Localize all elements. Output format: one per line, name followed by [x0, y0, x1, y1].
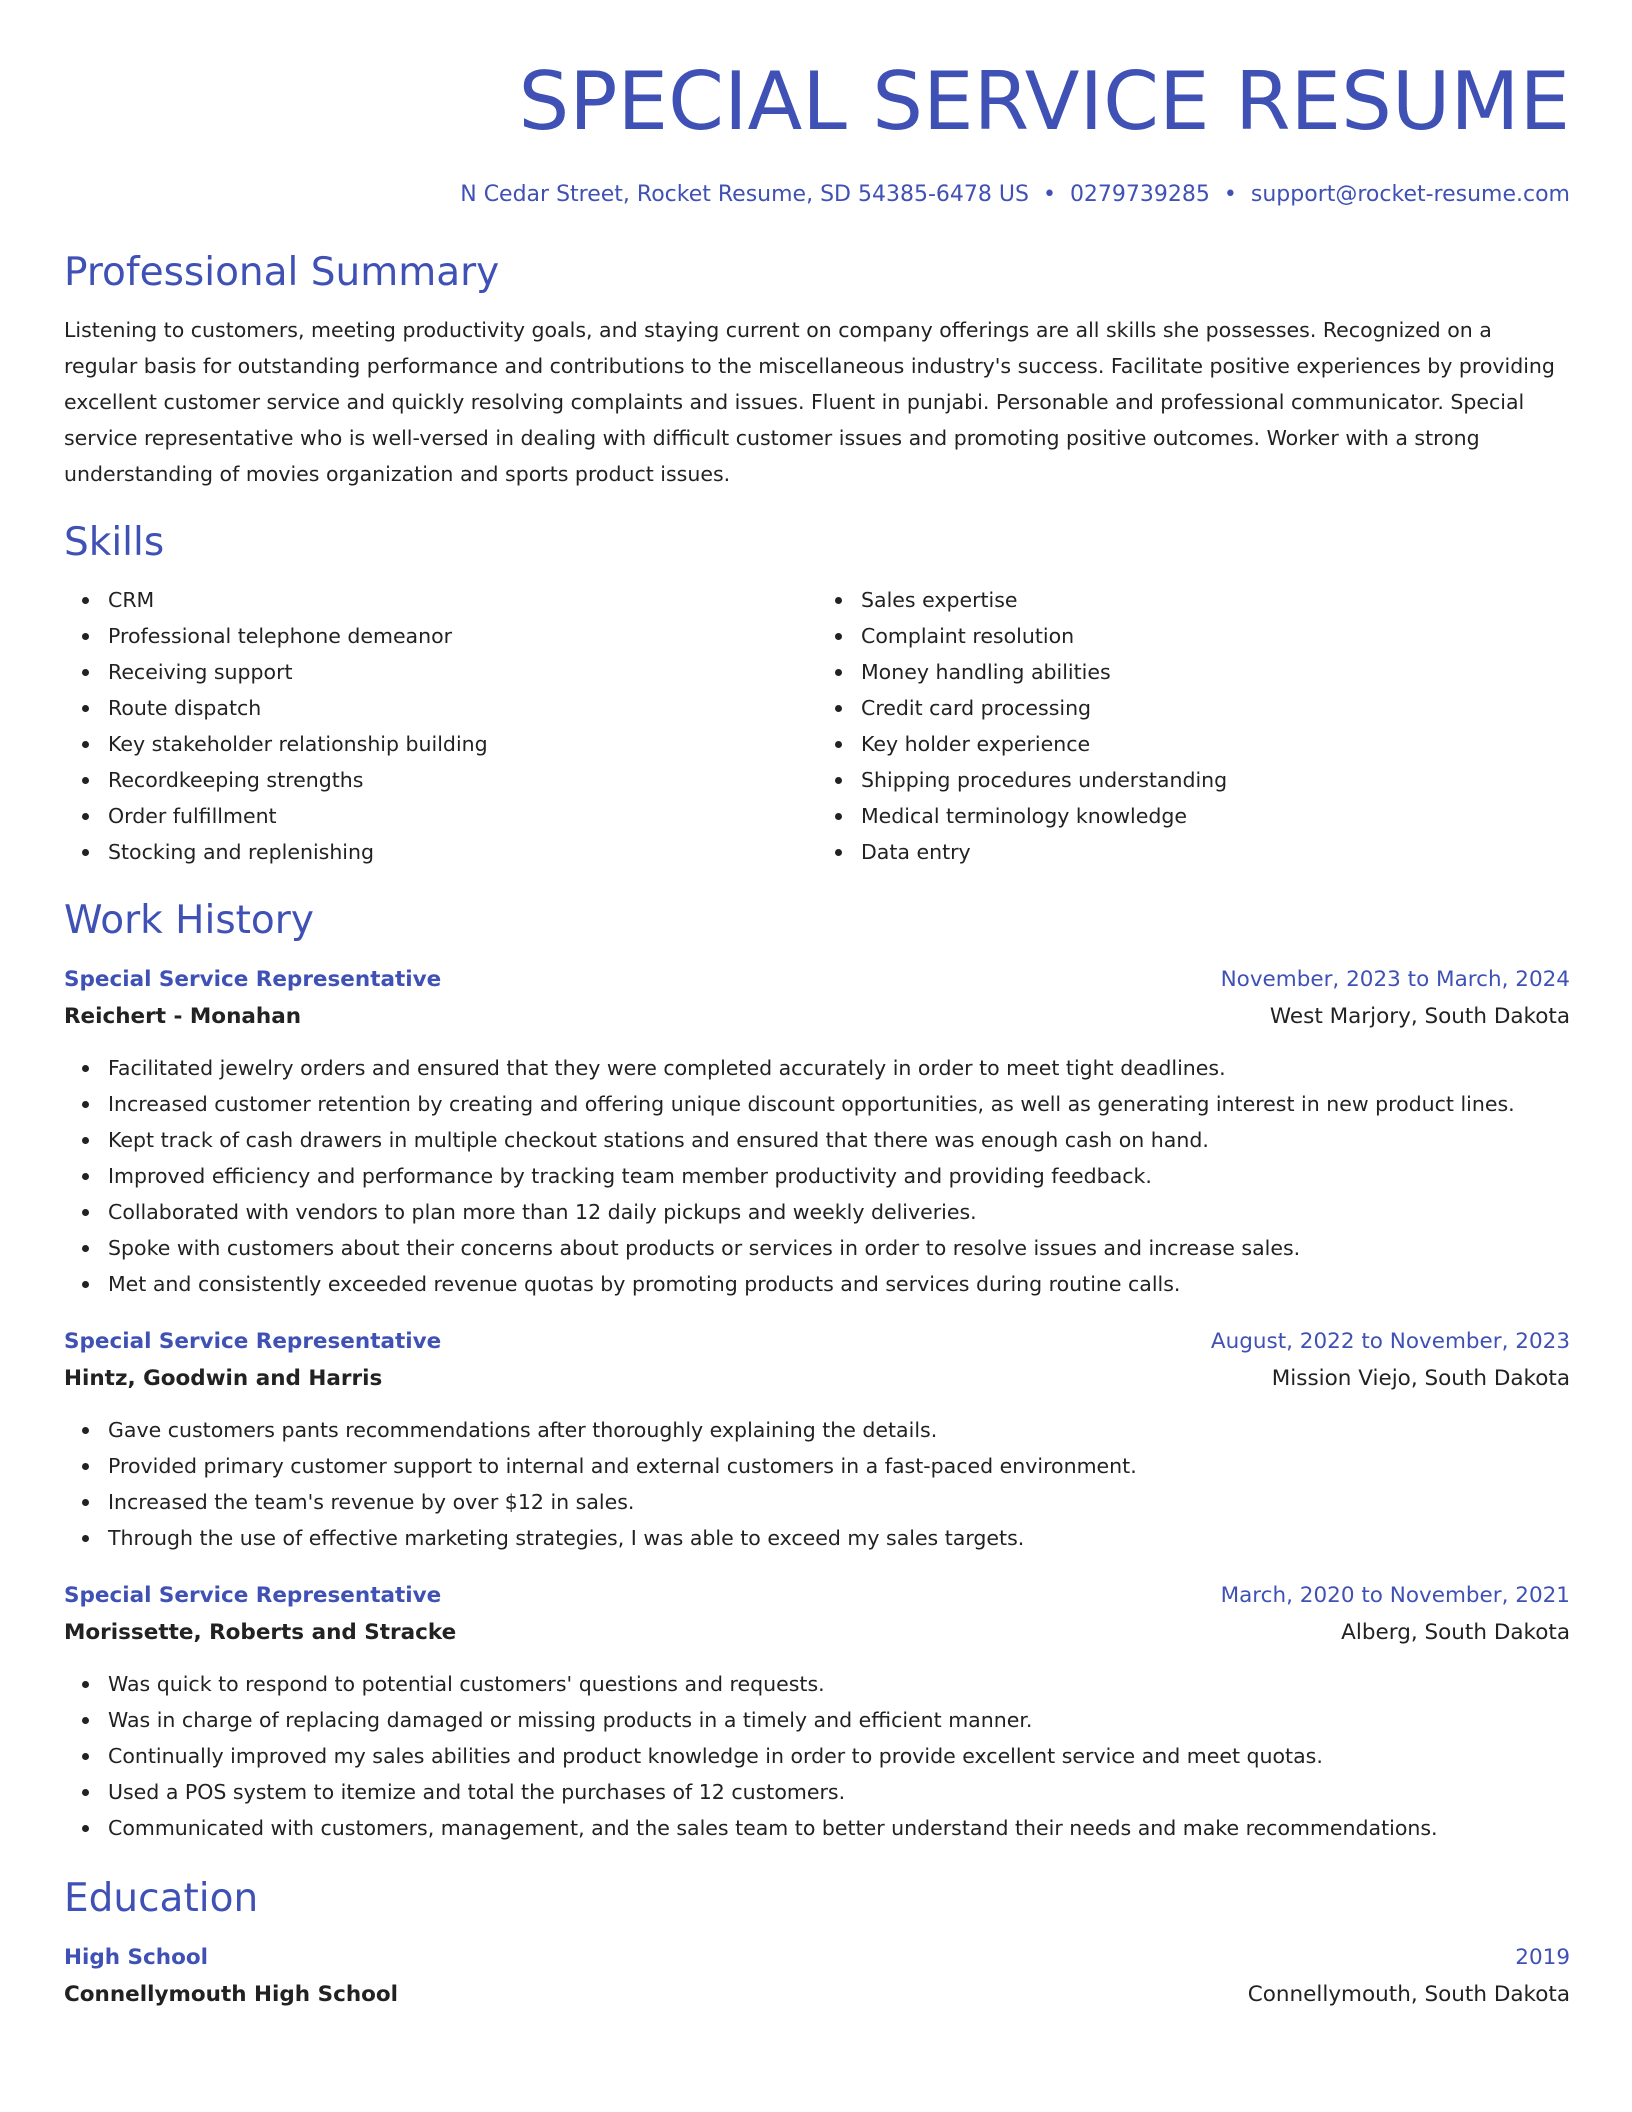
work-history-heading: Work History: [64, 898, 314, 943]
job-bullet: Facilitated jewelry orders and ensured that they were completed accurately in order to meet tight deadlines.: [108, 1050, 1570, 1086]
job-entry: [64, 962, 1570, 1302]
skill-item: Sales expertise: [861, 582, 1570, 618]
education-school: Connellymouth High School: [64, 1982, 399, 2007]
skill-item: Medical terminology knowledge: [861, 798, 1570, 834]
job-bullets: [64, 1666, 1570, 1846]
skill-item: Order fulfillment: [108, 798, 817, 834]
job-bullet: Used a POS system to itemize and total the purchases of 12 customers.: [108, 1774, 1570, 1810]
skill-item: Money handling abilities: [861, 654, 1570, 690]
job-company: Morissette, Roberts and Stracke: [64, 1620, 457, 1645]
job-bullet: Met and consistently exceeded revenue quotas by promoting products and services during routine calls.: [108, 1266, 1570, 1302]
contact-separator: •: [1042, 182, 1056, 207]
skill-item: Receiving support: [108, 654, 817, 690]
education-year: 2019: [1515, 1945, 1570, 1970]
skill-item: Key stakeholder relationship building: [108, 726, 817, 762]
job-bullet: Through the use of effective marketing strategies, I was able to exceed my sales targets.: [108, 1520, 1570, 1556]
contact-separator: •: [1223, 182, 1237, 207]
skill-item: CRM: [108, 582, 817, 618]
skill-item: Complaint resolution: [861, 618, 1570, 654]
skill-item: Route dispatch: [108, 690, 817, 726]
education-location: Connellymouth, South Dakota: [1247, 1982, 1570, 2007]
resume-header: [64, 52, 1570, 210]
job-bullet: Spoke with customers about their concerns about products or services in order to resolve issues and increase sales.: [108, 1230, 1570, 1266]
job-bullet: Was quick to respond to potential customers' questions and requests.: [108, 1666, 1570, 1702]
education-heading: Education: [64, 1876, 259, 1921]
job-bullet: Improved efficiency and performance by tracking team member productivity and providing feedback.: [108, 1158, 1570, 1194]
job-bullet: Increased customer retention by creating and offering unique discount opportunities, as well as generating interest in new product lines.: [108, 1086, 1570, 1122]
skills-column-right: [817, 582, 1570, 870]
job-title: Special Service Representative: [64, 967, 442, 992]
education-entry: [64, 1940, 1570, 2014]
job-dates: August, 2022 to November, 2023: [1210, 1329, 1570, 1354]
job-company: Reichert - Monahan: [64, 1004, 302, 1029]
skill-item: Recordkeeping strengths: [108, 762, 817, 798]
job-location: West Marjory, South Dakota: [1269, 1004, 1570, 1029]
job-bullet: Gave customers pants recommendations after thoroughly explaining the details.: [108, 1412, 1570, 1448]
skills-list: [64, 582, 1570, 870]
summary-text: Listening to customers, meeting productivity goals, and staying current on company offerings are all skills she possesses. Recognized on a regular basis for outstanding performance and contributions to the miscellaneous industry's success. Facilitate positive experiences by providing excellent customer service and quickly resolving complaints and issues. Fluent in punjabi. Personable and professional communicator. Special service representative who is well-versed in dealing with difficult customer issues and promoting positive outcomes. Worker with a strong understanding of movies organization and sports product issues.: [64, 318, 1555, 486]
job-bullets: [64, 1412, 1570, 1556]
skill-item: Shipping procedures understanding: [861, 762, 1570, 798]
contact-line: [64, 180, 1570, 210]
job-bullet: Continually improved my sales abilities and product knowledge in order to provide excellent service and meet quotas.: [108, 1738, 1570, 1774]
job-company: Hintz, Goodwin and Harris: [64, 1366, 383, 1391]
job-bullet: Was in charge of replacing damaged or missing products in a timely and efficient manner.: [108, 1702, 1570, 1738]
job-bullet: Communicated with customers, management, and the sales team to better understand their needs and make recommendations.: [108, 1810, 1570, 1846]
resume-name: SPECIAL SERVICE RESUME: [518, 55, 1570, 148]
job-location: Alberg, South Dakota: [1341, 1620, 1570, 1645]
job-bullets: [64, 1050, 1570, 1302]
skills-column-left: [64, 582, 817, 870]
education-degree: High School: [64, 1945, 208, 1970]
skill-item: Stocking and replenishing: [108, 834, 817, 870]
job-entry: [64, 1324, 1570, 1556]
job-bullet: Collaborated with vendors to plan more than 12 daily pickups and weekly deliveries.: [108, 1194, 1570, 1230]
job-entry: [64, 1578, 1570, 1846]
job-bullet: Provided primary customer support to internal and external customers in a fast-paced environment.: [108, 1448, 1570, 1484]
job-location: Mission Viejo, South Dakota: [1271, 1366, 1570, 1391]
contact-address: N Cedar Street, Rocket Resume, SD 54385-6478 US: [460, 182, 1029, 207]
job-title: Special Service Representative: [64, 1583, 442, 1608]
job-bullet: Increased the team's revenue by over $12 in sales.: [108, 1484, 1570, 1520]
skill-item: Professional telephone demeanor: [108, 618, 817, 654]
skills-heading: Skills: [64, 520, 165, 565]
job-dates: March, 2020 to November, 2021: [1220, 1583, 1570, 1608]
job-bullet: Kept track of cash drawers in multiple checkout stations and ensured that there was enough cash on hand.: [108, 1122, 1570, 1158]
skill-item: Credit card processing: [861, 690, 1570, 726]
job-title: Special Service Representative: [64, 1329, 442, 1354]
contact-phone: 0279739285: [1069, 182, 1210, 207]
skill-item: Key holder experience: [861, 726, 1570, 762]
summary-heading: Professional Summary: [64, 250, 500, 295]
skill-item: Data entry: [861, 834, 1570, 870]
job-dates: November, 2023 to March, 2024: [1220, 967, 1570, 992]
contact-email: support@rocket-resume.com: [1250, 182, 1570, 207]
